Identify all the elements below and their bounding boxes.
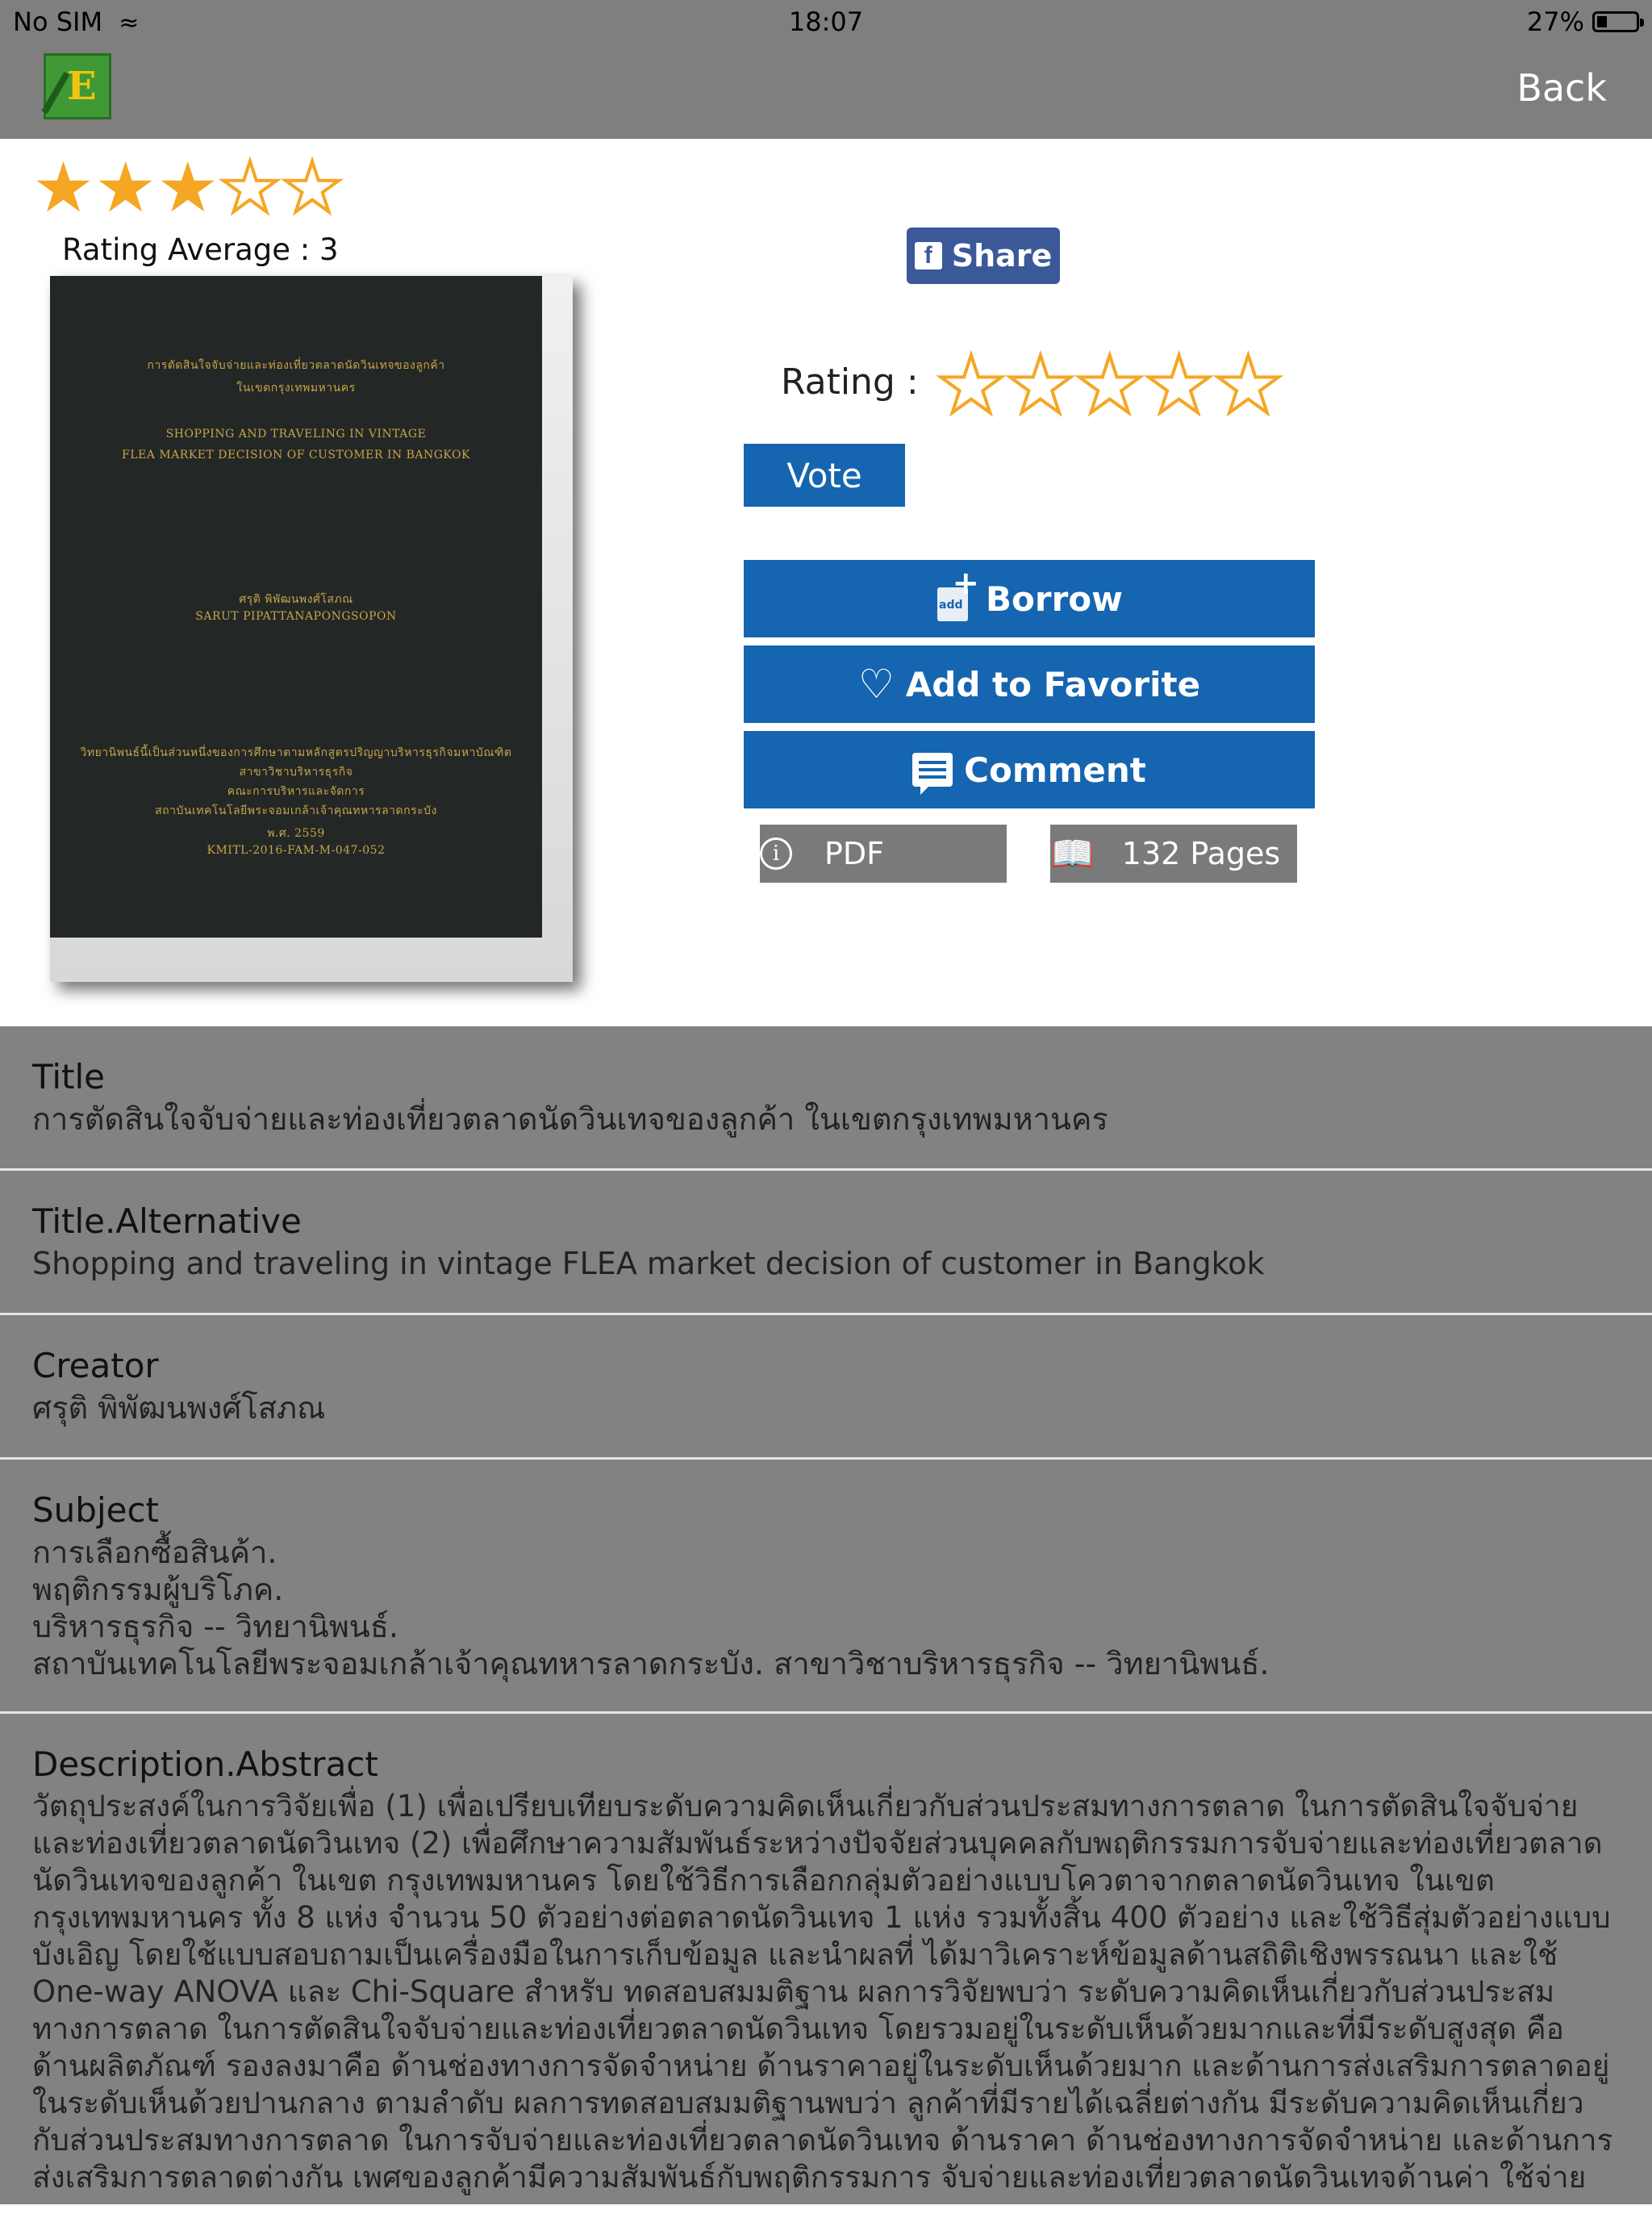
- metadata-abstract: [0, 1714, 1652, 2214]
- comment-label: Comment: [964, 750, 1146, 790]
- borrow-button[interactable]: [744, 560, 1315, 637]
- book-icon: 📖: [1050, 833, 1095, 875]
- info-icon: i: [760, 838, 792, 870]
- title-label: Title: [32, 1057, 106, 1097]
- subject-label: Subject: [32, 1490, 160, 1530]
- rating-average-label: Rating Average : 3: [62, 232, 339, 267]
- star-icon[interactable]: ★: [1143, 340, 1215, 432]
- cover-text-line: SARUT PIPATTANAPONGSOPON: [195, 610, 397, 623]
- comment-button[interactable]: [744, 731, 1315, 808]
- star-icon: ★: [32, 148, 95, 228]
- page-count-button[interactable]: [1050, 825, 1297, 883]
- star-icon: ★: [156, 148, 219, 228]
- battery-icon: [1592, 11, 1639, 32]
- back-button[interactable]: Back: [1516, 66, 1607, 110]
- star-icon[interactable]: ★: [1074, 340, 1145, 432]
- format-label: PDF: [824, 836, 885, 871]
- add-to-favorite-button[interactable]: [744, 645, 1315, 723]
- facebook-share-button[interactable]: [907, 228, 1060, 284]
- title-value: การตัดสินใจจับจ่ายและท่องเที่ยวตลาดนัดวินเทจของลูกค้า ในเขตกรุงเทพมหานคร: [32, 1101, 1108, 1137]
- borrow-label: Borrow: [986, 579, 1123, 619]
- battery-percent: 27%: [1526, 6, 1584, 37]
- vote-button[interactable]: Vote: [744, 444, 905, 507]
- star-icon: ★: [94, 148, 157, 228]
- cover-text-line: FLEA MARKET DECISION OF CUSTOMER IN BANGKOK: [122, 449, 470, 462]
- subject-value: การเลือกซื้อสินค้า. พฤติกรรมผู้บริโภค. บริหารธุรกิจ -- วิทยานิพนธ์. สถาบันเทคโนโลยีพระจอมเกล้าเจ้าคุณทหารลาดกระบัง. สาขาวิชาบริหารธุรกิจ -- วิทยานิพนธ์.: [32, 1535, 1270, 1681]
- favorite-label: Add to Favorite: [905, 664, 1201, 704]
- metadata-subject: [0, 1460, 1652, 1714]
- star-icon[interactable]: ★: [936, 340, 1007, 432]
- cover-text-line: ศรุติ พิพัฒนพงศ์โสภณ: [239, 593, 353, 606]
- pdf-format-button[interactable]: [760, 825, 1007, 883]
- star-icon[interactable]: ★: [1212, 340, 1284, 432]
- star-icon: ★: [281, 148, 344, 228]
- average-rating-stars: [32, 148, 344, 228]
- battery-status: [1527, 6, 1639, 37]
- user-rating-stars[interactable]: [936, 340, 1284, 432]
- title-alternative-label: Title.Alternative: [32, 1201, 302, 1241]
- facebook-icon: f: [915, 242, 942, 269]
- heart-icon: ♡: [857, 661, 895, 708]
- carrier-label: No SIM: [13, 6, 103, 37]
- cover-text-line: ในเขตกรุงเทพมหานคร: [236, 382, 356, 395]
- book-cover: [50, 276, 542, 938]
- wifi-icon: ≈: [119, 9, 140, 37]
- metadata-list: [0, 1026, 1652, 2204]
- cover-text-line: พ.ศ. 2559: [267, 827, 325, 840]
- cover-text-line: วิทยานิพนธ์นี้เป็นส่วนหนึ่งของการศึกษาตามหลักสูตรปริญญาบริหารธุรกิจมหาบัณฑิต: [80, 746, 512, 759]
- clock: 18:07: [788, 6, 864, 37]
- comment-icon: [912, 753, 953, 787]
- book-cover-frame: [50, 276, 573, 982]
- metadata-title-alternative: [0, 1171, 1652, 1315]
- add-document-icon: add +: [936, 576, 974, 621]
- star-icon[interactable]: ★: [1004, 340, 1076, 432]
- creator-label: Creator: [32, 1346, 159, 1385]
- share-label: Share: [951, 238, 1053, 274]
- cover-text-line: คณะการบริหารและจัดการ: [227, 785, 365, 798]
- abstract-label: Description.Abstract: [32, 1744, 378, 1784]
- top-bar: [0, 0, 1652, 139]
- cover-text-line: สถาบันเทคโนโลยีพระจอมเกล้าเจ้าคุณทหารลาดกระบัง: [155, 804, 437, 817]
- cover-text-line: KMITL-2016-FAM-M-047-052: [206, 844, 386, 857]
- page-count-label: 132 Pages: [1121, 836, 1281, 871]
- metadata-title: [0, 1026, 1652, 1171]
- creator-value: ศรุติ พิพัฒนพงศ์โสภณ: [32, 1390, 326, 1426]
- cover-text-line: SHOPPING AND TRAVELING IN VINTAGE: [165, 428, 427, 441]
- star-icon: ★: [219, 148, 282, 228]
- abstract-value: วัตถุประสงค์ในการวิจัยเพื่อ (1) เพื่อเปรียบเทียบระดับความคิดเห็นเกี่ยวกับส่วนประสมทางการตลาด ในการตัดสินใจจับจ่ายและท่องเที่ยวตลาดนัดวินเทจ (2) เพื่อศึกษาความสัมพันธ์ระหว่างปัจจัยส่วนบุคคลกับพฤติกรรมการจับจ่ายและท่องเที่ยวตลาดนัดวินเทจของลูกค้า ในเขต กรุงเทพมหานคร โดยใช้วิธีการเลือกกลุ่มตัวอย่างแบบโควตาจากตลาดนัดวินเทจ ในเขตกรุงเทพมหานคร ทั้ง 8 แห่ง จำนวน 50 ตัวอย่างต่อตลาดนัดวินเทจ 1 แห่ง รวมทั้งสิ้น 400 ตัวอย่าง และใช้วิธีสุ่มตัวอย่างแบบบังเอิญ โดยใช้แบบสอบถามเป็นเครื่องมือในการเก็บข้อมูล และนำผลที่ ได้มาวิเคราะห์ข้อมูลด้านสถิติเชิงพรรณนา และใช้ One-way ANOVA และ Chi-Square สำหรับ ทดสอบสมมติฐาน ผลการวิจัยพบว่า ระดับความคิดเห็นเกี่ยวกับส่วนประสมทางการตลาด ในการตัดสินใจจับจ่ายและท่องเที่ยวตลาดนัดวินเทจ โดยรวมอยู่ในระดับเห็นด้วยมากและที่มีระดับสูงสุด คือ ด้านผลิตภัณฑ์ รองลงมาคือ ด้านช่องทางการจัดจำหน่าย ด้านราคาอยู่ในระดับเห็นด้วยมาก และด้านการส่งเสริมการตลาดอยู่ในระดับเห็นด้วยปานกลาง ตามลำดับ ผลการทดสอบสมมติฐานพบว่า ลูกค้าที่มีรายได้เฉลี่ยต่างกัน มีระดับความคิดเห็นเกี่ยวกับส่วนประสมทางการตลาด ในการจับจ่ายและท่องเที่ยวตลาดนัดวินเทจ ด้านราคา ด้านช่องทางการจัดจำหน่าย และด้านการส่งเสริมการตลาดต่างกัน เพศของลูกค้ามีความสัมพันธ์กับพฤติกรรมการ จับจ่ายและท่องเที่ยวตลาดนัดวินเทจด้านค่า ใช้จ่าย: [32, 1789, 1613, 2195]
- app-logo: E: [44, 53, 111, 119]
- rating-label: Rating :: [781, 361, 919, 403]
- cover-text-line: สาขาวิชาบริหารธุรกิจ: [239, 766, 353, 779]
- cover-text-line: การตัดสินใจจับจ่ายและท่องเที่ยวตลาดนัดวินเทจของลูกค้า: [147, 359, 445, 372]
- title-alternative-value: Shopping and traveling in vintage FLEA market decision of customer in Bangkok: [32, 1246, 1265, 1281]
- metadata-creator: [0, 1315, 1652, 1460]
